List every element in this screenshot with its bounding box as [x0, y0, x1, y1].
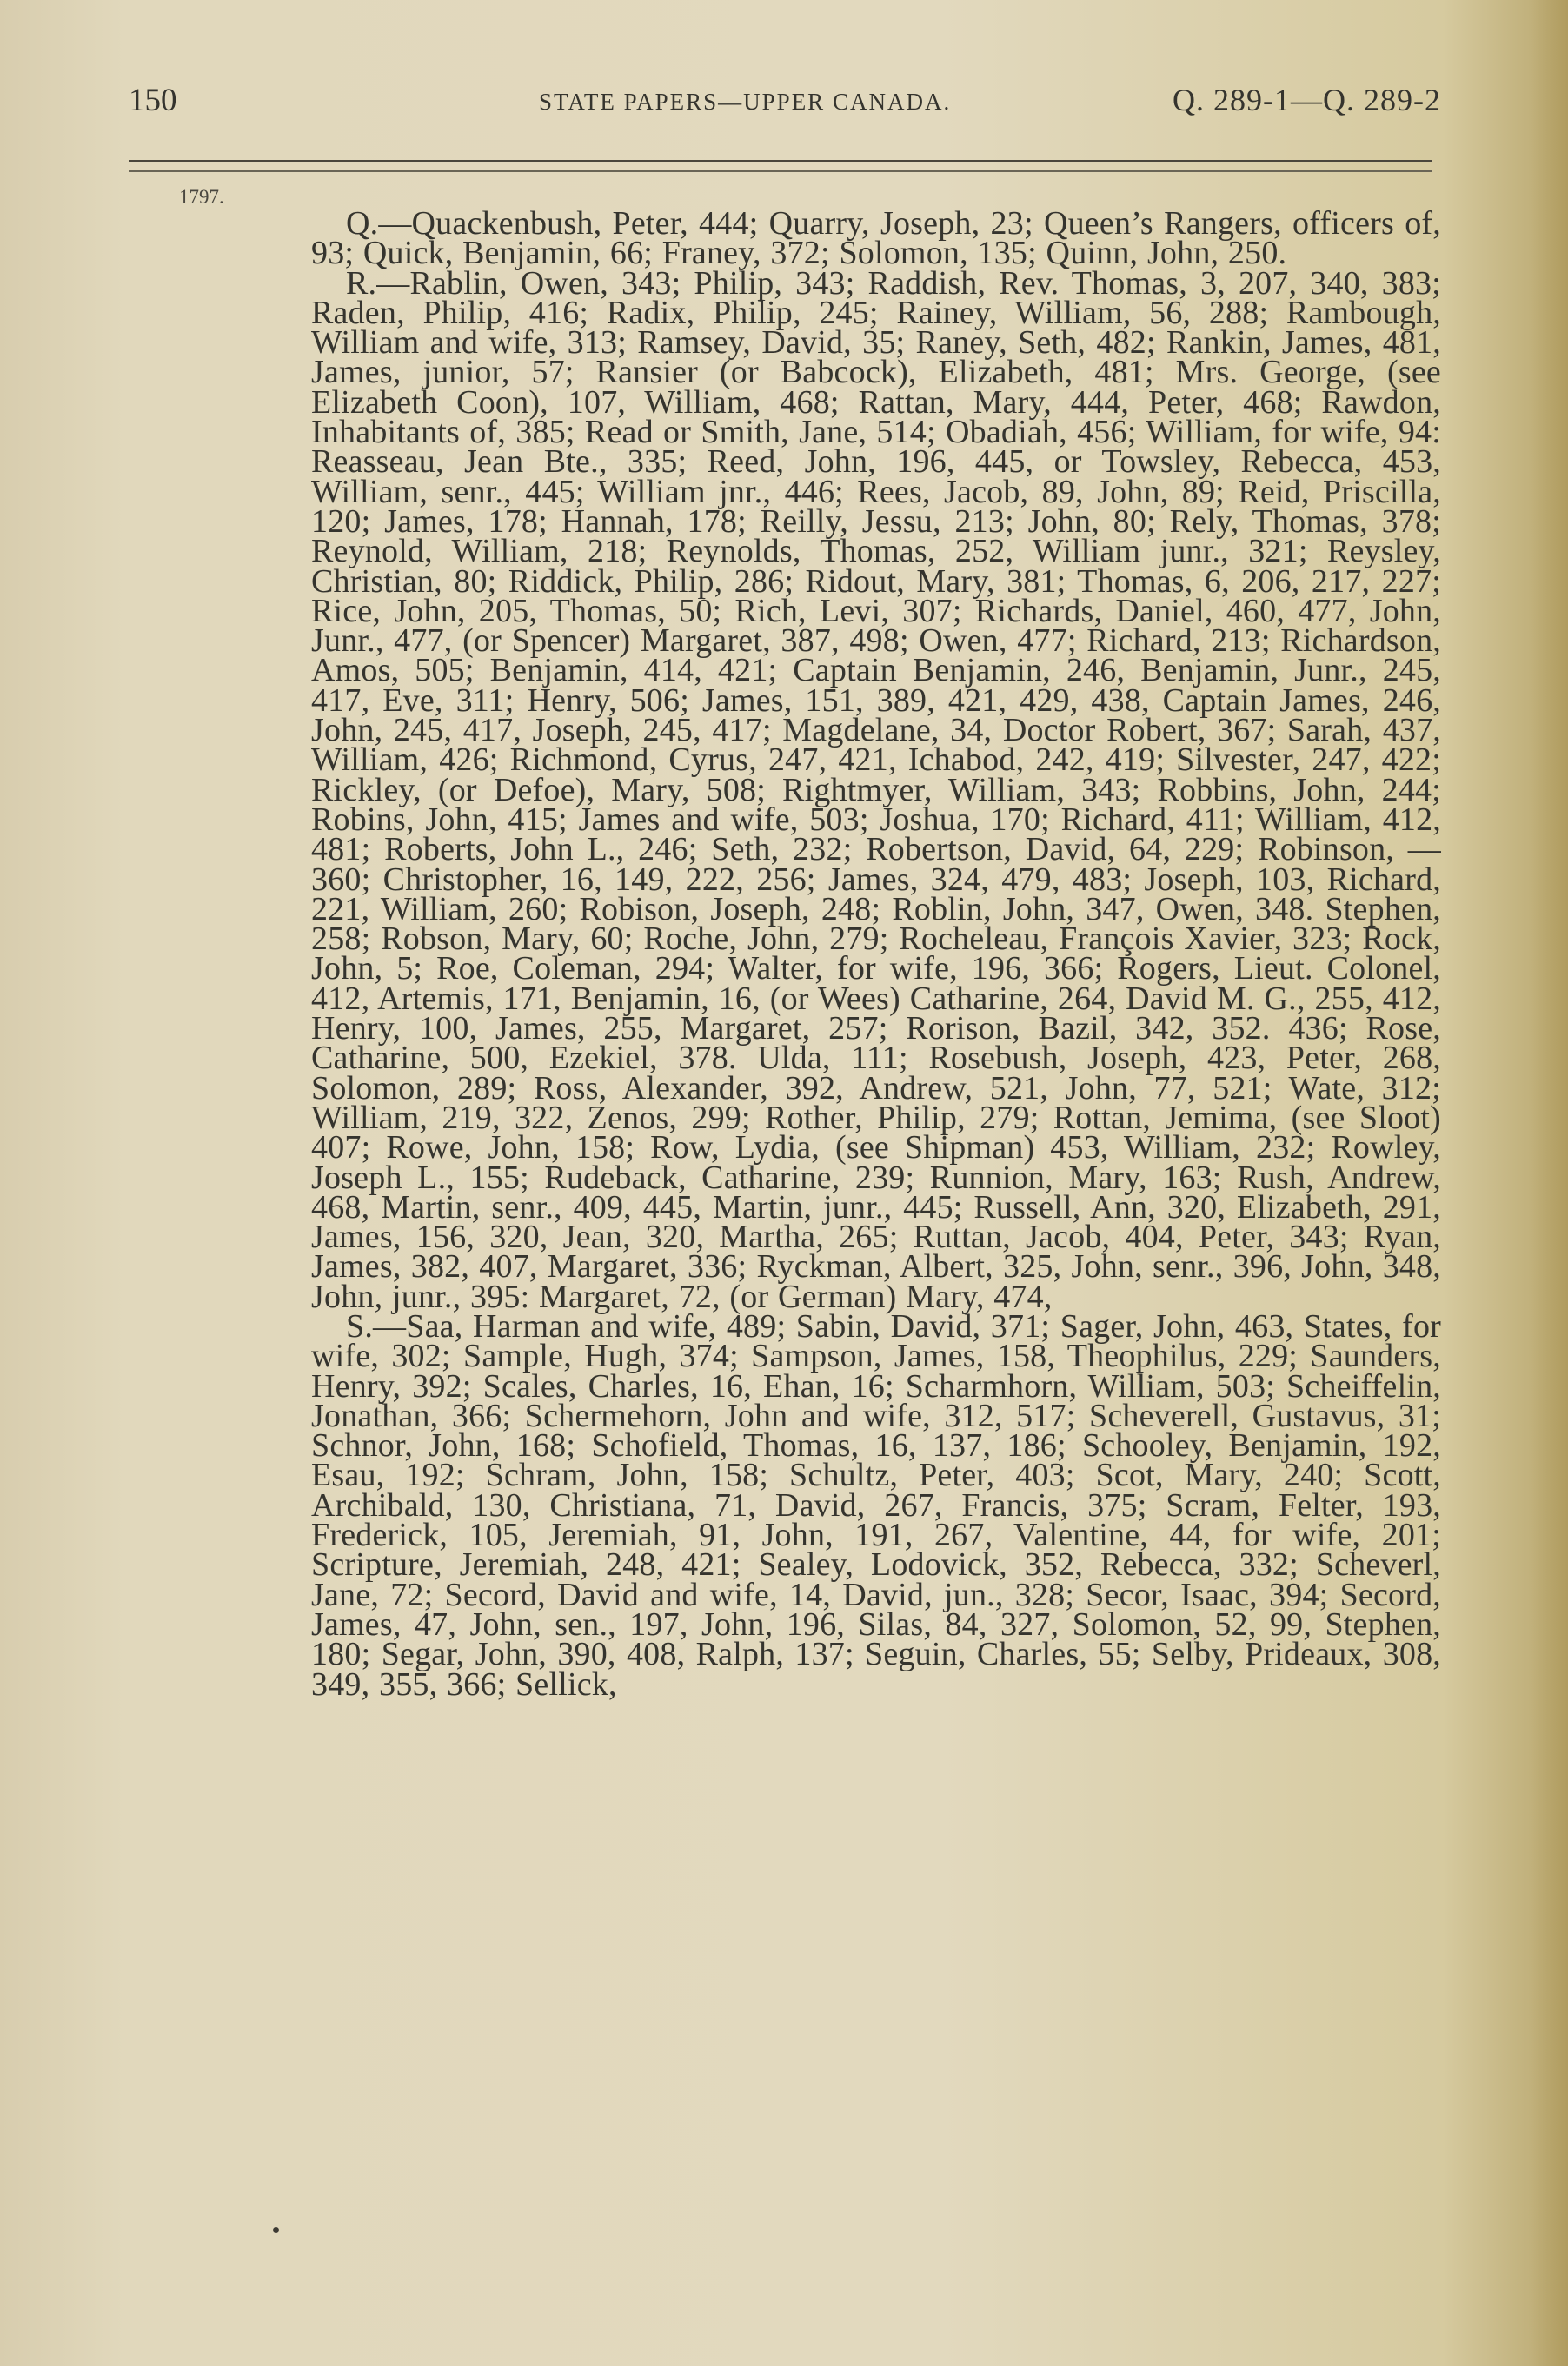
index-section-r: R.—Rablin, Owen, 343; Philip, 343; Raddish, Rev. Thomas, 3, 207, 340, 383; Raden, Philip, 416; Radix, Philip, 245; Rainey, William, 56, 288; Rambough, William and wife, 313; Ramsey, David, 35; Raney, Seth, 482; Rankin, James, 481, James, junior, 57; Ransier (or Babcock), Elizabeth, 481; Mrs. George, (see Elizabeth Coon), 107, William, 468; Rattan, Mary, 444, Peter, 468; Rawdon, Inhabitants of, 385; Read or Smith, Jane, 514; Obadiah, 456; William, for wife, 94: Reasseau, Jean Bte., 335; Reed, John, 196, 445, or Towsley, Rebecca, 453, William, senr., 445; William jnr., 446; Rees, Jacob, 89, John, 89; Reid, Priscilla, 120; James, 178; Hannah, 178; Reilly, Jessu, 213; John, 80; Rely, Thomas, 378; Reynold, William, 218; Reynolds, Thomas, 252, William junr., 321; Reysley, Christian, 80; Riddick, Philip, 286; Ridout, Mary, 381; Thomas, 6, 206, 217, 227; Rice, John, 205, Thomas, 50; Rich, Levi, 307; Richards, Daniel, 460, 477, John, Junr., 477, (or Spencer) Margaret, 387, 498; Owen, 477; Richard, 213; Richardson, Amos, 505; Benjamin, 414, 421; Captain Benjamin, 246, Benjamin, Junr., 245, 417, Eve, 311; Henry, 506; James, 151, 389, 421, 429, 438, Captain James, 246, John, 245, 417, Joseph, 245, 417; Magdelane, 34, Doctor Robert, 367; Sarah, 437, William, 426; Richmond, Cyrus, 247, 421, Ichabod, 242, 419; Silvester, 247, 422; Rickley, (or Defoe), Mary, 508; Rightmyer, William, 343; Robbins, John, 244; Robins, John, 415; James and wife, 503; Joshua, 170; Richard, 411; William, 412, 481; Roberts, John L., 246; Seth, 232; Robertson, David, 64, 229; Robinson, — 360; Christopher, 16, 149, 222, 256; James, 324, 479, 483; Joseph, 103, Richard, 221, William, 260; Robison, Joseph, 248; Roblin, John, 347, Owen, 348. Stephen, 258; Robson, Mary, 60; Roche, John, 279; Rocheleau, François Xavier, 323; Rock, John, 5; Roe, Coleman, 294; Walter, for wife, 196, 366; Rogers, Lieut. Colonel, 412, Artemis, 171, Benjamin, 16, (or Wees) Catharine, 264, David M. G., 255, 412, Henry, 100, James, 255, Margaret, 257; Rorison, Bazil, 342, 352. 436; Rose, Catharine, 500, Ezekiel, 378. Ulda, 111; Rosebush, Joseph, 423, Peter, 268, Solomon, 289; Ross, Alexander, 392, Andrew, 521, John, 77, 521; Wate, 312; William, 219, 322, Zenos, 299; Rother, Philip, 279; Rottan, Jemima, (see Sloot) 407; Rowe, John, 158; Row, Lydia, (see Shipman) 453, William, 232; Rowley, Joseph L., 155; Rudeback, Catharine, 239; Runnion, Mary, 163; Rush, Andrew, 468, Martin, senr., 409, 445, Martin, junr., 445; Russell, Ann, 320, Elizabeth, 291, James, 156, 320, Jean, 320, Martha, 265; Ruttan, Jacob, 404, Peter, 343; Ryan, James, 382, 407, Margaret, 336; Ryckman, Albert, 325, John, senr., 396, John, 348, John, junr., 395: Margaret, 72, (or German) Mary, 474, [311, 264, 1441, 1315]
page-edge-shadow [1531, 0, 1568, 2366]
margin-year: 1797. [179, 186, 224, 208]
running-title: STATE PAPERS—UPPER CANADA. [539, 89, 952, 115]
archive-reference: Q. 289-1—Q. 289-2 [1173, 83, 1441, 117]
header-rule-bottom [129, 170, 1432, 172]
running-header [129, 82, 1441, 134]
ink-speck [273, 2227, 279, 2233]
page-number: 150 [129, 83, 177, 118]
index-body [311, 205, 1441, 1703]
header-rule-top [129, 160, 1432, 162]
index-section-s: S.—Saa, Harman and wife, 489; Sabin, David, 371; Sager, John, 463, States, for wife, 302; Sample, Hugh, 374; Sampson, James, 158, Theophilus, 229; Saunders, Henry, 392; Scales, Charles, 16, Ehan, 16; Scharmhorn, William, 503; Scheiffelin, Jonathan, 366; Schermehorn, John and wife, 312, 517; Scheverell, Gustavus, 31; Schnor, John, 168; Schofield, Thomas, 16, 137, 186; Schooley, Benjamin, 192, Esau, 192; Schram, John, 158; Schultz, Peter, 403; Scot, Mary, 240; Scott, Archibald, 130, Christiana, 71, David, 267, Francis, 375; Scram, Felter, 193, Frederick, 105, Jeremiah, 91, John, 191, 267, Valentine, 44, for wife, 201; Scripture, Jeremiah, 248, 421; Sealey, Lodovick, 352, Rebecca, 332; Scheverl, Jane, 72; Secord, David and wife, 14, David, jun., 328; Secor, Isaac, 394; Secord, James, 47, John, sen., 197, John, 196, Silas, 84, 327, Solomon, 52, 99, Stephen, 180; Segar, John, 390, 408, Ralph, 137; Seguin, Charles, 55; Selby, Prideaux, 308, 349, 355, 366; Sellick, [311, 1307, 1441, 1703]
index-section-q: Q.—Quackenbush, Peter, 444; Quarry, Joseph, 23; Queen’s Rangers, officers of, 93; Quick, Benjamin, 66; Franey, 372; Solomon, 135; Quinn, John, 250. [311, 205, 1441, 272]
